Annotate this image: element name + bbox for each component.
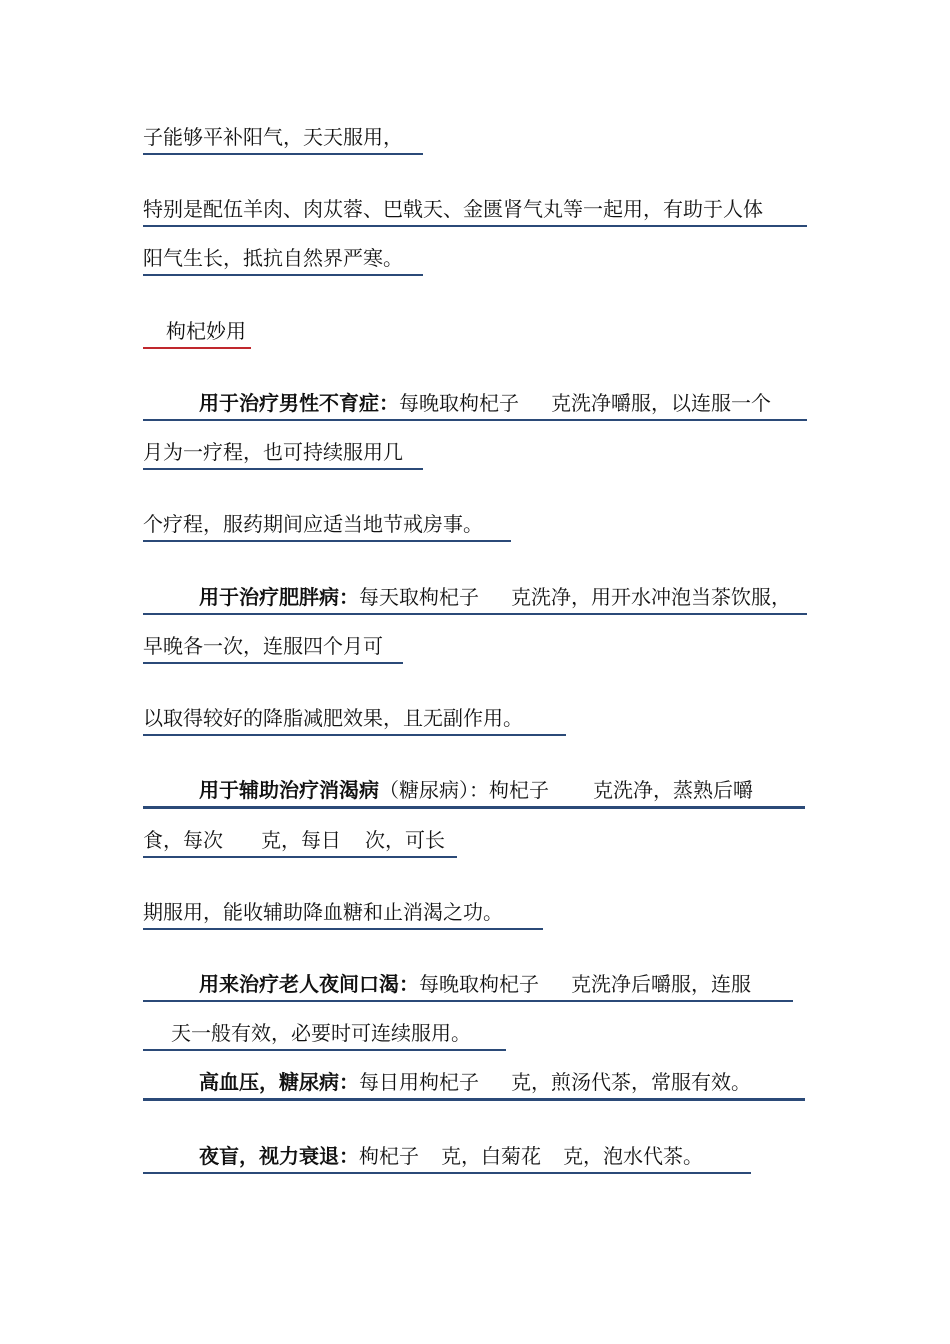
text: 以取得较好的降脂减肥效果，且无副作用。 <box>143 706 523 730</box>
text: 每日用枸杞子 <box>359 1070 479 1094</box>
text: 克洗净嚼服，以连服一个 <box>551 391 771 415</box>
text-line <box>143 439 423 470</box>
text: 克，泡水代茶。 <box>563 1144 703 1168</box>
text: 月为一疗程，也可持续服用几 <box>143 440 403 464</box>
text: 早晚各一次，连服四个月可 <box>143 634 383 658</box>
text: 克洗净，蒸熟后嚼 <box>593 778 753 802</box>
text-line <box>143 124 423 155</box>
text: 每天取枸杞子 <box>359 585 479 609</box>
text: 期服用，能收辅助降血糖和止消渴之功。 <box>143 900 503 924</box>
item-title: 用于治疗男性不育症： <box>199 391 399 415</box>
usage-item <box>143 777 805 809</box>
usage-item <box>143 584 807 615</box>
usage-item <box>143 390 807 421</box>
heading-text: 枸杞妙用 <box>166 319 246 343</box>
text: 天一般有效，必要时可连续服用。 <box>171 1021 471 1045</box>
item-title: 高血压，糖尿病： <box>199 1070 359 1094</box>
text-line <box>143 245 423 276</box>
text: 克，白菊花 <box>441 1144 541 1168</box>
text-line <box>143 827 457 858</box>
text: 次，可长 <box>365 828 445 852</box>
item-title: 用于辅助治疗消渴病 <box>199 778 379 802</box>
item-title: 用于治疗肥胖病： <box>199 585 359 609</box>
usage-item <box>143 1143 751 1174</box>
text-line <box>143 633 403 664</box>
item-title: 用来治疗老人夜间口渴： <box>199 972 419 996</box>
text: （糖尿病）：枸杞子 <box>379 778 549 802</box>
text: 克洗净后嚼服，连服 <box>571 972 751 996</box>
usage-item <box>143 971 793 1002</box>
text: 克，每日 <box>261 828 341 852</box>
text: 每晚取枸杞子 <box>399 391 519 415</box>
usage-item <box>143 1069 805 1101</box>
text-line <box>143 1020 506 1051</box>
text: 特别是配伍羊肉、肉苁蓉、巴戟天、金匮肾气丸等一起用，有助于人体 <box>143 197 763 221</box>
text-line <box>143 705 566 736</box>
text-line <box>143 899 543 930</box>
text: 克，煎汤代茶，常服有效。 <box>511 1070 751 1094</box>
text: 个疗程，服药期间应适当地节戒房事。 <box>143 512 483 536</box>
text: 枸杞子 <box>359 1144 419 1168</box>
text-line <box>143 196 807 227</box>
text: 阳气生长，抵抗自然界严寒。 <box>143 246 403 270</box>
text: 食，每次 <box>143 828 223 852</box>
text: 子能够平补阳气，天天服用， <box>143 125 403 149</box>
text: 每晚取枸杞子 <box>419 972 539 996</box>
item-title: 夜盲，视力衰退： <box>199 1144 359 1168</box>
section-heading <box>143 318 251 349</box>
text-line <box>143 511 511 542</box>
text: 克洗净，用开水冲泡当茶饮服， <box>511 585 791 609</box>
